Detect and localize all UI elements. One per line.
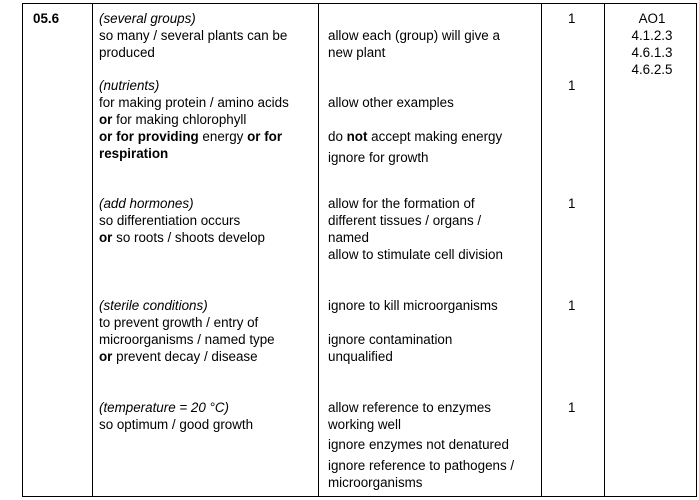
answer-line: so many / several plants can be: [99, 28, 288, 43]
guidance-nutrients-energy: [328, 128, 543, 145]
guidance-line: ignore to kill microorganisms: [328, 298, 498, 313]
guidance-line: different tissues / organs /: [328, 213, 482, 228]
guidance-line: allow to stimulate cell division: [328, 247, 503, 262]
answer-line: or prevent decay / disease: [99, 349, 258, 364]
mark-value: 1: [568, 11, 576, 26]
guidance-line: ignore enzymes not denatured: [328, 437, 509, 452]
table-top-border: [22, 3, 697, 4]
or-keyword: or: [99, 112, 113, 127]
mark-value: 1: [568, 400, 576, 415]
answer-line: or for making chlorophyll: [99, 112, 247, 127]
answer-sterile: [99, 297, 314, 365]
answer-line: or for providing energy or for: [99, 129, 283, 144]
mark-value: 1: [568, 196, 576, 211]
answer-temperature: [99, 399, 314, 433]
answer-line: so optimum / good growth: [99, 417, 254, 432]
guidance-temperature-denatured: [328, 436, 543, 453]
guidance-temperature-enzymes: [328, 399, 543, 433]
answer-heading: (add hormones): [99, 196, 194, 211]
answer-nutrients: [99, 77, 314, 162]
guidance-sterile-contamination: [328, 331, 543, 365]
guidance-line: allow for the formation of: [328, 196, 475, 211]
guidance-line: allow other examples: [328, 95, 454, 110]
answer-heading: (several groups): [99, 11, 196, 26]
guidance-line: named: [328, 230, 369, 245]
guidance-line: do not accept making energy: [328, 129, 503, 144]
mark-value: 1: [568, 298, 576, 313]
guidance-line: unqualified: [328, 349, 393, 364]
question-number: 05.6: [33, 11, 60, 26]
guidance-sterile-kill: [328, 297, 543, 314]
answer-line: microorganisms / named type: [99, 332, 275, 347]
guidance-line: ignore contamination: [328, 332, 453, 347]
answer-line: so differentiation occurs: [99, 213, 241, 228]
guidance-line: ignore reference to pathogens /: [328, 458, 515, 473]
ao-ref: 4.6.2.5: [631, 62, 673, 77]
guidance-line: ignore for growth: [328, 150, 429, 165]
guidance-nutrients: [328, 94, 543, 111]
answer-line: produced: [99, 45, 155, 60]
answer-line: respiration: [99, 146, 169, 161]
answer-several-groups: [99, 10, 314, 61]
table-bottom-border: [22, 496, 697, 497]
ao-ref: 4.6.1.3: [631, 45, 673, 60]
guidance-line: microorganisms: [328, 475, 423, 490]
guidance-temperature-pathogens: [328, 457, 543, 491]
col-border-right: [696, 3, 697, 497]
answer-line: for making protein / amino acids: [99, 95, 289, 110]
answer-heading: (nutrients): [99, 78, 160, 93]
guidance-line: working well: [328, 417, 401, 432]
answer-heading: (sterile conditions): [99, 298, 208, 313]
ao-ref: 4.1.2.3: [631, 28, 673, 43]
answer-line: to prevent growth / entry of: [99, 315, 259, 330]
col-border-2: [318, 3, 319, 497]
ao-ref: AO1: [638, 11, 666, 26]
guidance-hormones: [328, 195, 543, 263]
col-border-left: [22, 3, 23, 497]
ao-references: [628, 10, 676, 78]
guidance-line: new plant: [328, 45, 386, 60]
guidance-line: allow each (group) will give a: [328, 28, 500, 43]
answer-line: or so roots / shoots develop: [99, 230, 265, 245]
answer-heading: (temperature = 20 °C): [99, 400, 230, 415]
col-border-4: [604, 3, 605, 497]
guidance-line: allow reference to enzymes: [328, 400, 491, 415]
guidance-several-groups: [328, 27, 543, 61]
mark-value: 1: [568, 78, 576, 93]
guidance-nutrients-growth: [328, 149, 543, 166]
col-border-1: [92, 3, 93, 497]
answer-hormones: [99, 195, 314, 246]
